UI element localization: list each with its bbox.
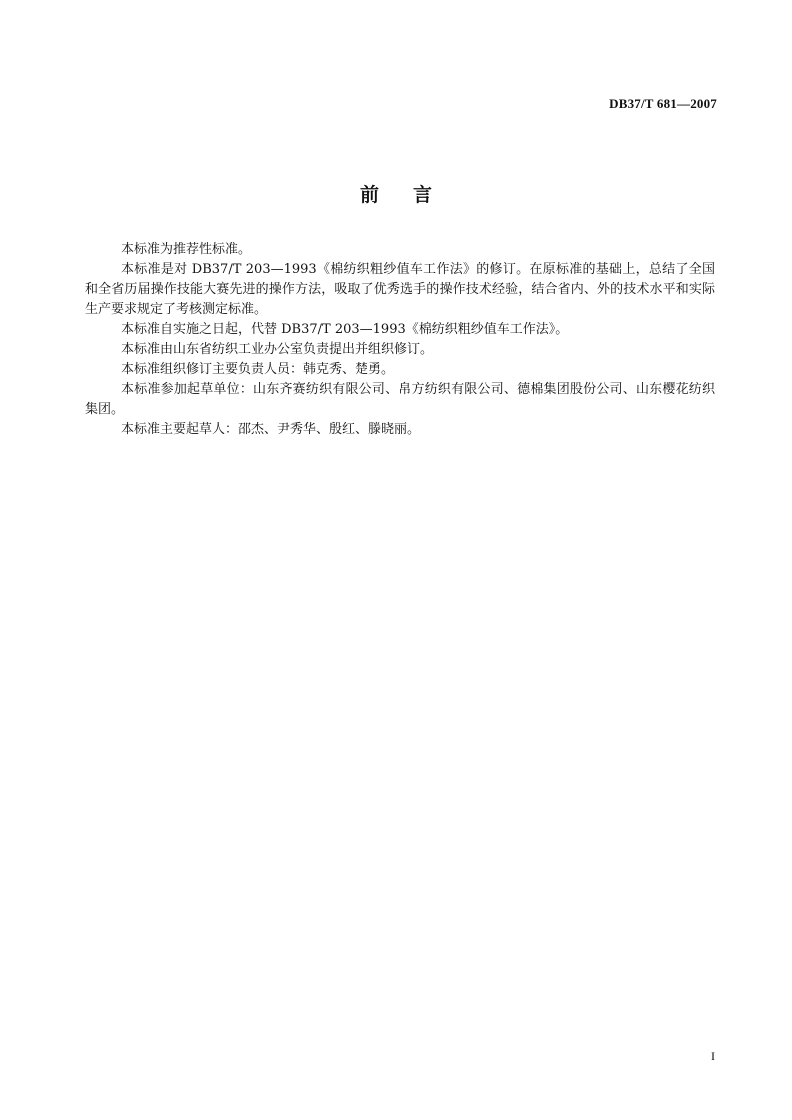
paragraph: 本标准是对 DB37/T 203—1993《棉纺织粗纱值车工作法》的修订。在原标准的基础上，总结了全国和全省历届操作技能大赛先进的操作方法，吸取了优秀选手的操作技术经验，结合省内、外的技术水平和实际生产要求规定了考核测定标准。 <box>85 262 715 317</box>
paragraph: 本标准由山东省纺织工业办公室负责提出并组织修订。 <box>121 342 434 357</box>
document-code: DB37/T 681—2007 <box>609 96 717 111</box>
section-title: 前言 <box>359 184 466 206</box>
foreword-body <box>85 240 715 440</box>
page-number: I <box>711 1049 715 1063</box>
paragraph: 本标准主要起草人：邵杰、尹秀华、殷红、滕晓丽。 <box>121 422 421 437</box>
paragraph: 本标准为推荐性标准。 <box>121 242 252 257</box>
paragraph: 本标准自实施之日起，代替 DB37/T 203—1993《棉纺织粗纱值车工作法》。 <box>121 322 569 337</box>
paragraph: 本标准组织修订主要负责人员：韩克秀、楚勇。 <box>121 362 395 377</box>
paragraph: 本标准参加起草单位：山东齐赛纺织有限公司、帛方纺织有限公司、德棉集团股份公司、山东樱花纺织集团。 <box>85 382 715 417</box>
